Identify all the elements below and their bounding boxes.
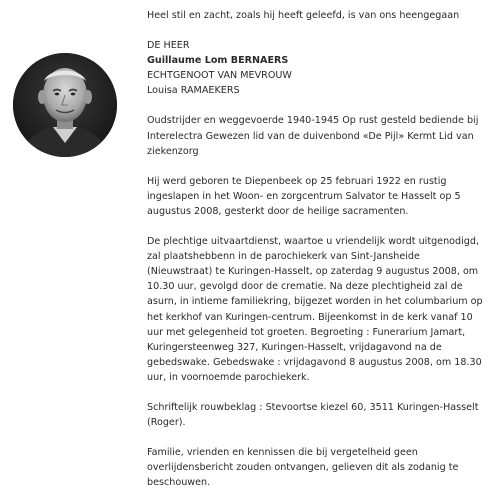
title-line: DE HEER [147,40,190,52]
paragraph-background: Oudstrijder en weggevoerde 1940-1945 Op rust gesteld bediende bij Interelectra Gewezen lid van de duivenbond «De Pijl» Kermt Lid van ziekenzorg [147,115,479,157]
relation-line: ECHTGENOOT VAN MEVROUW [147,70,292,82]
paragraph-birth-death: Hij werd geboren te Diepenbeek op 25 februari 1922 en rustig ingeslapen in het Woon- en zorgcentrum Salvator te Hasselt op 5 augustus 2008, gesterkt door de heilige sacramenten. [147,175,461,217]
spouse-name: Louisa RAMAEKERS [147,85,240,97]
paragraph-funeral: De plechtige uitvaartdienst, waartoe u vriendelijk wordt uitgenodigd, zal plaatshebbenn in de parochiekerk van Sint-Jansheide (Nieuwstraat) te Kuringen-Hasselt, op zaterdag 9 augustus 2008, om 10.30 uur, gevolgd door de crematie. Na deze plechtigheid zal de asurn, in intieme familiekring, bijgezet worden in het columbarium op het kerkhof van Kuringen-centrum. Bijeenkomst in de kerk vanaf 10 uur met gelegenheid tot groeten. Begroeting : Funerarium Jamart, Kuringersteenweg 327, Kuringen-Hasselt, vrijdagavond na de gebedswake. Gebedswake : vrijdagavond 8 augustus 2008, om 18.30 uur, in voornoemde parochiekerk. [147,236,483,383]
name-block [147,38,487,98]
paragraph-condolence: Schriftelijk rouwbeklag : Stevoortse kiezel 60, 3511 Kuringen-Hasselt (Roger). [147,401,479,429]
deceased-name: Guillaume Lom BERNAERS [147,55,289,67]
portrait-photo [13,53,117,157]
obituary-text [147,8,487,490]
portrait-image [13,53,117,157]
paragraph-notice: Familie, vrienden en kennissen die bij vergetelheid geen overlijdensbericht zouden ontvangen, gelieven dit als zodanig te beschouwen. [147,447,459,489]
intro-line: Heel stil en zacht, zoals hij heeft geleefd, is van ons heengegaan [147,10,460,21]
